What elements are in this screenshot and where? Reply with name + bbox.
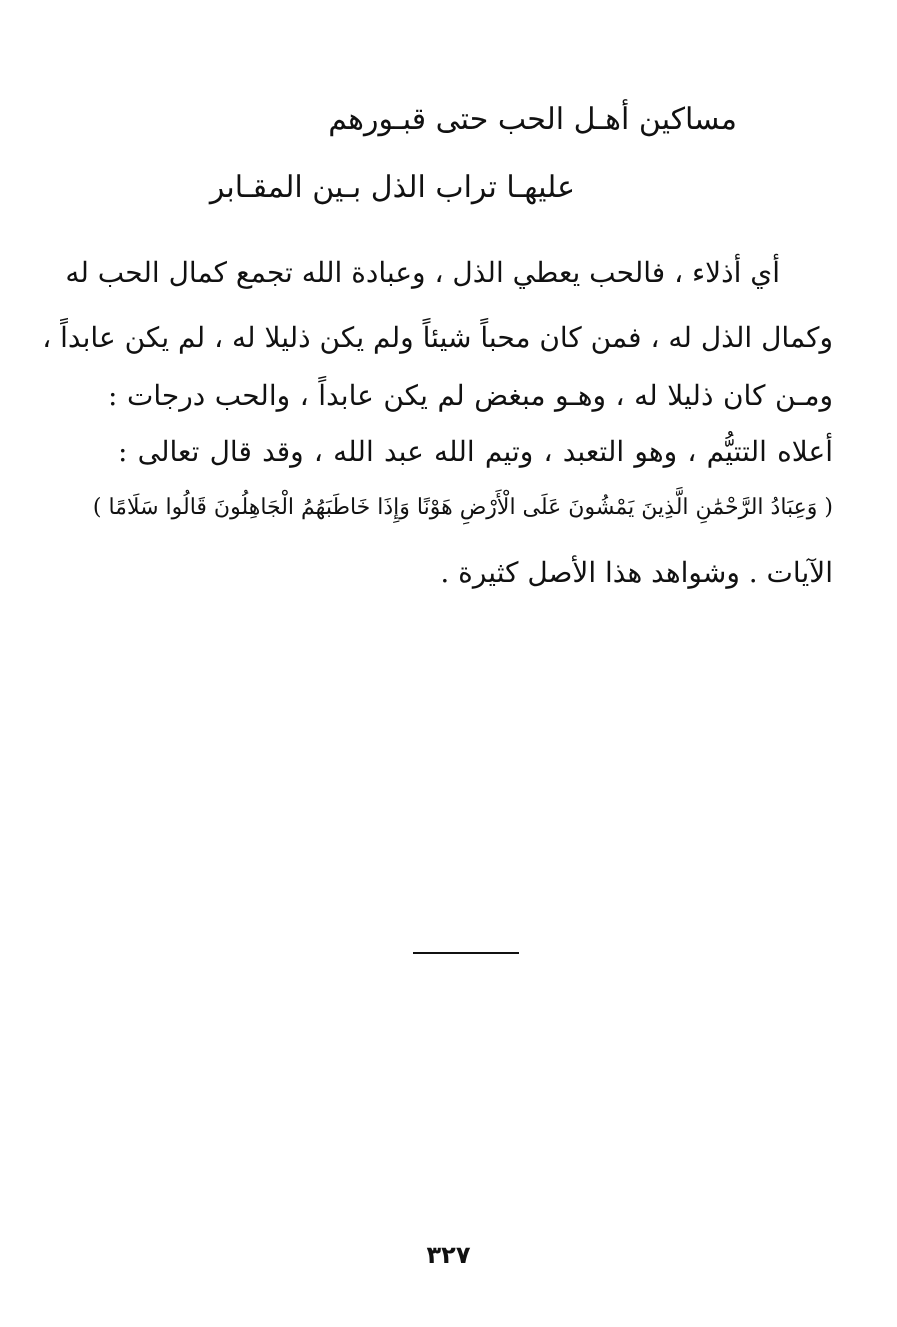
- body-text-line-4: أعلاه التتيُّم ، وهو التعبد ، وتيم الله عبد الله ، وقد قال تعالى :: [118, 435, 833, 468]
- quran-verse-quote: ( وَعِبَادُ الرَّحْمَٰنِ الَّذِينَ يَمْشُونَ عَلَى الْأَرْضِ هَوْنًا وَإِذَا خَاطَبَهُمُ الْجَاهِلُونَ قَالُوا سَلَامًا ): [92, 495, 833, 520]
- poem-verse-first-hemistich: مساكين أهـل الحب حتى قبـورهم: [328, 102, 737, 137]
- body-text-line-3: ومـن كان ذليلا له ، وهـو مبغض لم يكن عابداً ، والحب درجات :: [108, 379, 833, 412]
- section-divider: [413, 952, 519, 954]
- body-text-line-1: أي أذلاء ، فالحب يعطي الذل ، وعبادة الله تجمع كمال الحب له: [65, 256, 780, 289]
- body-text-line-6: الآيات . وشواهد هذا الأصل كثيرة .: [440, 556, 833, 589]
- poem-verse-second-hemistich: عليهـا تراب الذل بـين المقـابر: [209, 170, 575, 205]
- body-text-line-2: وكمال الذل له ، فمن كان محباً شيئاً ولم يكن ذليلا له ، لم يكن عابداً ،: [42, 321, 833, 354]
- page-number: ٣٢٧: [426, 1241, 471, 1269]
